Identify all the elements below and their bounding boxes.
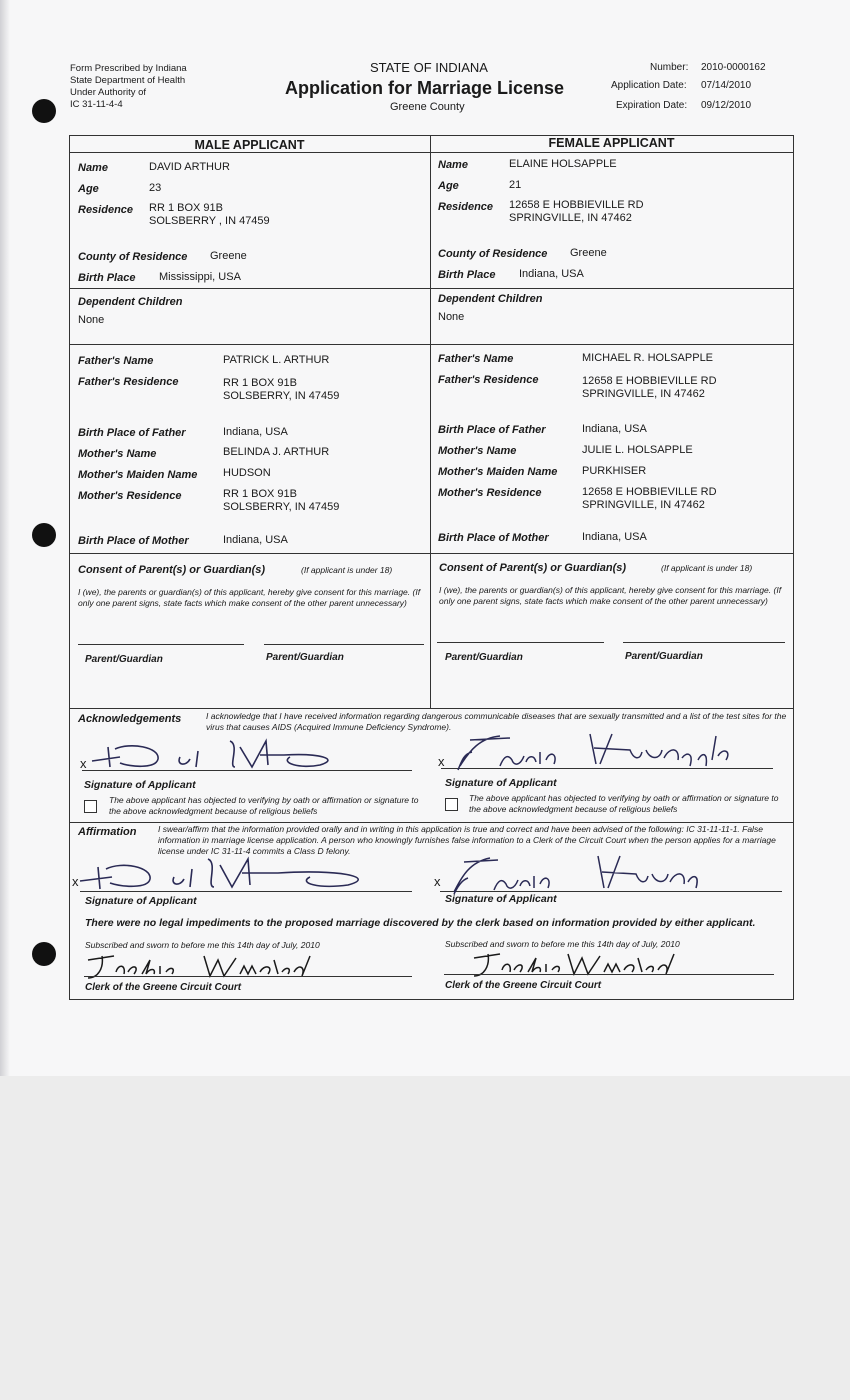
- mother-maiden-label: Mother's Maiden Name: [438, 466, 558, 478]
- dependent-label: Dependent Children: [78, 296, 183, 308]
- clerk-signature: [84, 952, 324, 982]
- female-mother-birth: Indiana, USA: [582, 531, 647, 543]
- male-mother-birth: Indiana, USA: [223, 534, 288, 546]
- clerk-label: Clerk of the Greene Circuit Court: [445, 980, 602, 991]
- parent-guardian-label: Parent/Guardian: [266, 652, 344, 663]
- female-mother-maiden: PURKHISER: [582, 465, 647, 477]
- expiration-date-label: Expiration Date:: [616, 100, 688, 111]
- state-heading: STATE OF INDIANA: [370, 60, 488, 75]
- objection-text: The above applicant has objected to verifying by oath or affirmation or signature to the above acknowledgment because of religious beliefs: [469, 793, 779, 814]
- sworn-statement: Subscribed and sworn to before me this 14th day of July, 2010: [445, 939, 680, 949]
- signature-label: Signature of Applicant: [85, 895, 197, 907]
- parent-guardian-label: Parent/Guardian: [445, 652, 523, 663]
- female-residence-line2: SPRINGVILLE, IN 47462: [509, 212, 632, 224]
- male-county: Greene: [210, 250, 247, 262]
- column-divider: [430, 135, 431, 708]
- punch-hole: [32, 942, 56, 966]
- male-father-birth: Indiana, USA: [223, 426, 288, 438]
- mother-birth-label: Birth Place of Mother: [438, 532, 549, 544]
- parent-guardian-label: Parent/Guardian: [625, 651, 703, 662]
- father-birth-label: Birth Place of Father: [78, 427, 186, 439]
- county-heading: Greene County: [390, 101, 465, 113]
- male-birth-place: Mississippi, USA: [159, 271, 241, 283]
- divider: [69, 288, 793, 289]
- impediments-statement: There were no legal impediments to the proposed marriage discovered by the clerk based on information provided by either applicant.: [85, 917, 756, 929]
- prescribed-line: IC 31-11-4-4: [70, 99, 123, 110]
- female-mother-res-line1: 12658 E HOBBIEVILLE RD: [582, 486, 717, 498]
- consent-text: I (we), the parents or guardian(s) of this applicant, hereby give consent for this marriage. (If only one parent signs, state facts which make consent of the other parent unnecessary): [439, 585, 782, 606]
- prescribed-line: State Department of Health: [70, 75, 186, 86]
- divider: [69, 344, 793, 345]
- male-father-res-line2: SOLSBERRY, IN 47459: [223, 390, 340, 402]
- clerk-signature: [444, 950, 694, 980]
- prescribed-note: [70, 63, 187, 111]
- birth-place-label: Birth Place: [438, 269, 496, 281]
- birth-place-label: Birth Place: [78, 272, 136, 284]
- consent-note: (If applicant is under 18): [301, 565, 393, 575]
- female-father-res-line2: SPRINGVILLE, IN 47462: [582, 388, 705, 400]
- residence-label: Residence: [438, 201, 494, 213]
- father-name-label: Father's Name: [78, 355, 154, 367]
- prescribed-line: Under Authority of: [70, 87, 147, 98]
- divider: [69, 708, 793, 709]
- application-date: 07/14/2010: [701, 80, 752, 91]
- affirmation-text: I swear/affirm that the information provided orally and in writing in this application is true and correct and have been advised of the following: IC 31-11-11-1. False information in marriage license application. A person who knowingly furnishes false information to a Clerk of the Circuit Court when the person applies for a marriage license under IC 31-11-4 commits a Class D felony.: [158, 824, 776, 856]
- female-father-res-line1: 12658 E HOBBIEVILLE RD: [582, 375, 717, 387]
- county-label: County of Residence: [78, 251, 188, 263]
- prescribed-line: Form Prescribed by Indiana: [70, 63, 187, 74]
- county-label: County of Residence: [438, 248, 548, 260]
- objection-text: The above applicant has objected to verifying by oath or affirmation or signature to the above acknowledgment because of religious beliefs: [109, 795, 419, 816]
- male-dependent: None: [78, 314, 105, 326]
- name-label: Name: [78, 162, 108, 174]
- number-label: Number:: [650, 62, 689, 73]
- signature-label: Signature of Applicant: [445, 777, 557, 789]
- male-mother-maiden: HUDSON: [223, 467, 271, 479]
- age-label: Age: [78, 183, 99, 195]
- female-mother-name: JULIE L. HOLSAPPLE: [582, 444, 693, 456]
- mother-name-label: Mother's Name: [78, 448, 157, 460]
- father-residence-label: Father's Residence: [438, 374, 539, 386]
- signature-label: Signature of Applicant: [84, 779, 196, 791]
- male-residence-line2: SOLSBERRY , IN 47459: [149, 215, 270, 227]
- female-birth-place: Indiana, USA: [519, 268, 584, 280]
- divider: [69, 152, 793, 153]
- guardian-signature-line[interactable]: [264, 644, 424, 645]
- male-father-name: PATRICK L. ARTHUR: [223, 354, 330, 366]
- male-mother-name: BELINDA J. ARTHUR: [223, 446, 330, 458]
- male-signature: [90, 737, 360, 777]
- objection-checkbox[interactable]: [445, 798, 458, 811]
- consent-note: (If applicant is under 18): [661, 563, 753, 573]
- male-name: DAVID ARTHUR: [149, 161, 230, 173]
- divider: [69, 553, 793, 554]
- name-label: Name: [438, 159, 468, 171]
- residence-label: Residence: [78, 204, 134, 216]
- objection-checkbox[interactable]: [84, 800, 97, 813]
- male-father-res-line1: RR 1 BOX 91B: [223, 377, 297, 389]
- mother-residence-label: Mother's Residence: [438, 487, 542, 499]
- female-age: 21: [509, 179, 522, 191]
- mother-residence-label: Mother's Residence: [78, 490, 182, 502]
- signature-x-mark: x: [72, 874, 79, 889]
- male-residence-line1: RR 1 BOX 91B: [149, 202, 223, 214]
- female-signature: [450, 730, 750, 775]
- clerk-label: Clerk of the Greene Circuit Court: [85, 982, 242, 993]
- page-title: Application for Marriage License: [285, 78, 565, 98]
- guardian-signature-line[interactable]: [623, 642, 785, 643]
- consent-heading: Consent of Parent(s) or Guardian(s): [78, 564, 266, 576]
- male-mother-res-line2: SOLSBERRY, IN 47459: [223, 501, 340, 513]
- clerk-signature-line[interactable]: [84, 976, 412, 977]
- female-applicant-heading: FEMALE APPLICANT: [548, 136, 675, 150]
- license-number: 2010-0000162: [701, 62, 766, 73]
- female-residence-line1: 12658 E HOBBIEVILLE RD: [509, 199, 644, 211]
- punch-hole: [32, 99, 56, 123]
- age-label: Age: [438, 180, 459, 192]
- punch-hole: [32, 523, 56, 547]
- female-mother-res-line2: SPRINGVILLE, IN 47462: [582, 499, 705, 511]
- male-signature: [78, 855, 388, 895]
- clerk-signature-line[interactable]: [444, 974, 774, 975]
- female-father-name: MICHAEL R. HOLSAPPLE: [582, 352, 714, 364]
- mother-maiden-label: Mother's Maiden Name: [78, 469, 198, 481]
- female-father-birth: Indiana, USA: [582, 423, 647, 435]
- signature-x-mark: x: [434, 874, 441, 889]
- male-age: 23: [149, 182, 162, 194]
- signature-label: Signature of Applicant: [445, 893, 557, 905]
- signature-x-mark: x: [80, 756, 87, 771]
- parent-guardian-label: Parent/Guardian: [85, 654, 163, 665]
- consent-heading: Consent of Parent(s) or Guardian(s): [439, 562, 627, 574]
- father-birth-label: Birth Place of Father: [438, 424, 546, 436]
- scan-shadow: [0, 0, 10, 1076]
- mother-birth-label: Birth Place of Mother: [78, 535, 189, 547]
- application-date-label: Application Date:: [611, 80, 687, 91]
- father-name-label: Father's Name: [438, 353, 514, 365]
- affirmation-heading: Affirmation: [78, 826, 137, 838]
- female-dependent: None: [438, 311, 465, 323]
- consent-text: I (we), the parents or guardian(s) of this applicant, hereby give consent for this marriage. (If only one parent signs, state facts which make consent of the other parent unnecessary): [78, 587, 421, 608]
- male-mother-res-line1: RR 1 BOX 91B: [223, 488, 297, 500]
- expiration-date: 09/12/2010: [701, 100, 752, 111]
- guardian-signature-line[interactable]: [437, 642, 604, 643]
- female-county: Greene: [570, 247, 607, 259]
- signature-x-mark: x: [438, 754, 445, 769]
- mother-name-label: Mother's Name: [438, 445, 517, 457]
- sworn-statement: Subscribed and sworn to before me this 14th day of July, 2010: [85, 940, 320, 950]
- female-name: ELAINE HOLSAPPLE: [509, 158, 617, 170]
- father-residence-label: Father's Residence: [78, 376, 179, 388]
- acknowledgements-heading: Acknowledgements: [78, 713, 182, 725]
- acknowledgement-text: I acknowledge that I have received information regarding dangerous communicable diseases that are sexually transmitted and a list of the test sites for the virus that causes AIDS (Acquired Immune Deficiency Syndrome).: [206, 711, 787, 732]
- guardian-signature-line[interactable]: [78, 644, 244, 645]
- female-signature: [448, 852, 718, 897]
- male-applicant-heading: MALE APPLICANT: [194, 138, 305, 152]
- dependent-label: Dependent Children: [438, 293, 543, 305]
- divider: [69, 822, 793, 823]
